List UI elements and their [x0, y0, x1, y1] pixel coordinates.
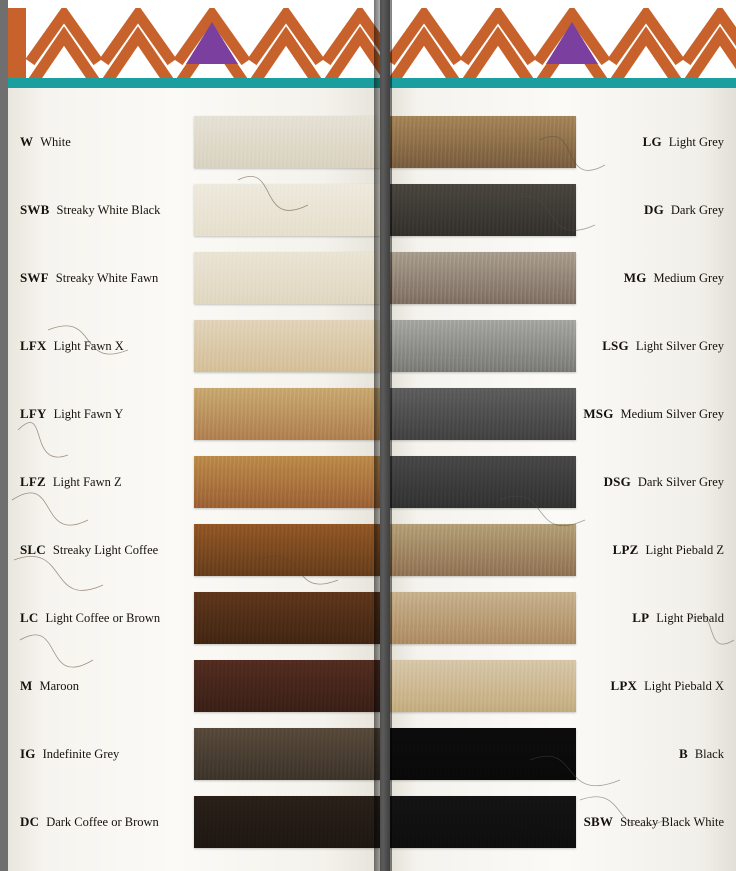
swatch-row: [390, 249, 736, 307]
swatch-code: IG: [20, 746, 36, 761]
swatch-row: [8, 317, 380, 375]
fibre-swatch: [194, 252, 380, 304]
teal-rule: [390, 78, 736, 88]
swatch-code: LC: [20, 610, 39, 625]
swatch-name: Light Piebald: [656, 611, 724, 625]
swatch-row: [390, 181, 736, 239]
swatch-row: [8, 589, 380, 647]
swatch-row: [8, 657, 380, 715]
swatch-code: SWF: [20, 270, 49, 285]
swatch-label: [576, 542, 736, 558]
swatch-row: [8, 793, 380, 851]
swatch-name: Light Fawn X: [53, 339, 124, 353]
swatch-code: LG: [642, 134, 662, 149]
swatch-name: Dark Coffee or Brown: [46, 815, 159, 829]
swatch-name: Medium Grey: [653, 271, 724, 285]
swatch-code: DSG: [603, 474, 631, 489]
swatch-code: SBW: [583, 814, 614, 829]
swatch-name: Light Fawn Y: [53, 407, 124, 421]
swatch-code: MSG: [583, 406, 614, 421]
swatch-name: Light Silver Grey: [635, 339, 724, 353]
swatch-label: [576, 134, 736, 150]
fibre-swatch: [194, 320, 380, 372]
swatch-name: Dark Silver Grey: [637, 475, 724, 489]
swatch-code: MG: [623, 270, 647, 285]
fibre-swatch: [390, 796, 576, 848]
swatch-label: [576, 202, 736, 218]
fibre-swatch: [194, 728, 380, 780]
swatch-row: [8, 725, 380, 783]
swatch-label: [8, 610, 194, 626]
swatch-name: Streaky White Fawn: [55, 271, 159, 285]
swatch-label: [576, 270, 736, 286]
fibre-swatch: [194, 116, 380, 168]
orange-chevron-pattern-icon: [390, 0, 736, 78]
swatch-code: LSG: [602, 338, 629, 353]
fibre-swatch: [194, 796, 380, 848]
swatch-name: Light Fawn Z: [52, 475, 122, 489]
fibre-swatch: [390, 592, 576, 644]
fibre-swatch: [390, 320, 576, 372]
swatch-row: [390, 385, 736, 443]
swatch-code: DG: [643, 202, 664, 217]
swatch-row: [8, 521, 380, 579]
fibre-swatch: [194, 524, 380, 576]
right-header-band: [390, 0, 736, 88]
swatch-name: White: [40, 135, 71, 149]
swatch-row: [390, 521, 736, 579]
teal-rule: [8, 78, 380, 88]
swatch-name: Light Coffee or Brown: [45, 611, 161, 625]
fibre-swatch: [390, 728, 576, 780]
swatch-code: SWB: [20, 202, 50, 217]
swatch-label: [8, 202, 194, 218]
swatch-name: Light Grey: [668, 135, 724, 149]
left-swatch-list: [8, 88, 380, 871]
swatch-label: [8, 678, 194, 694]
swatch-row: [8, 249, 380, 307]
swatch-row: [390, 589, 736, 647]
swatch-label: [576, 610, 736, 626]
orange-chevron-pattern-icon: [8, 0, 380, 78]
swatch-code: B: [678, 746, 688, 761]
swatch-label: [8, 746, 194, 762]
left-header-band: [8, 0, 380, 88]
swatch-code: DC: [20, 814, 40, 829]
swatch-label: [8, 542, 194, 558]
fibre-swatch: [194, 184, 380, 236]
swatch-row: [8, 385, 380, 443]
swatch-name: Light Piebald Z: [645, 543, 724, 557]
swatch-code: LPX: [610, 678, 638, 693]
swatch-row: [390, 317, 736, 375]
swatch-label: [576, 406, 736, 422]
swatch-label: [8, 134, 194, 150]
left-sample-page: [8, 0, 380, 871]
fibre-swatch: [390, 184, 576, 236]
swatch-label: [8, 406, 194, 422]
fibre-swatch: [390, 524, 576, 576]
fibre-swatch: [194, 592, 380, 644]
fibre-swatch: [390, 252, 576, 304]
swatch-row: [390, 113, 736, 171]
swatch-code: M: [20, 678, 33, 693]
swatch-label: [576, 814, 736, 830]
swatch-code: W: [20, 134, 34, 149]
swatch-name: Streaky Light Coffee: [52, 543, 159, 557]
page-gutter: [374, 0, 392, 871]
fibre-swatch: [390, 456, 576, 508]
swatch-name: Streaky Black White: [620, 815, 724, 829]
swatch-name: Medium Silver Grey: [620, 407, 724, 421]
swatch-row: [8, 453, 380, 511]
swatch-label: [576, 474, 736, 490]
swatch-name: Light Piebald X: [644, 679, 724, 693]
swatch-row: [390, 657, 736, 715]
swatch-name: Streaky White Black: [56, 203, 161, 217]
swatch-row: [390, 793, 736, 851]
fibre-swatch: [390, 660, 576, 712]
fibre-swatch: [194, 660, 380, 712]
swatch-code: LFY: [20, 406, 47, 421]
swatch-code: SLC: [20, 542, 46, 557]
swatch-row: [8, 181, 380, 239]
fibre-swatch: [390, 388, 576, 440]
swatch-row: [390, 725, 736, 783]
swatch-label: [576, 338, 736, 354]
swatch-label: [8, 814, 194, 830]
right-sample-page: [390, 0, 736, 871]
fibre-swatch: [390, 116, 576, 168]
swatch-row: [8, 113, 380, 171]
swatch-code: LP: [632, 610, 650, 625]
swatch-name: Dark Grey: [670, 203, 724, 217]
swatch-code: LFX: [20, 338, 47, 353]
swatch-label: [8, 338, 194, 354]
swatch-label: [8, 474, 194, 490]
swatch-row: [390, 453, 736, 511]
swatch-code: LFZ: [20, 474, 46, 489]
swatch-label: [576, 746, 736, 762]
swatch-code: LPZ: [612, 542, 639, 557]
swatch-name: Indefinite Grey: [42, 747, 120, 761]
fibre-swatch: [194, 388, 380, 440]
right-swatch-list: [390, 88, 736, 871]
swatch-name: Maroon: [39, 679, 80, 693]
fibre-swatch: [194, 456, 380, 508]
swatch-label: [8, 270, 194, 286]
swatch-label: [576, 678, 736, 694]
swatch-name: Black: [694, 747, 724, 761]
